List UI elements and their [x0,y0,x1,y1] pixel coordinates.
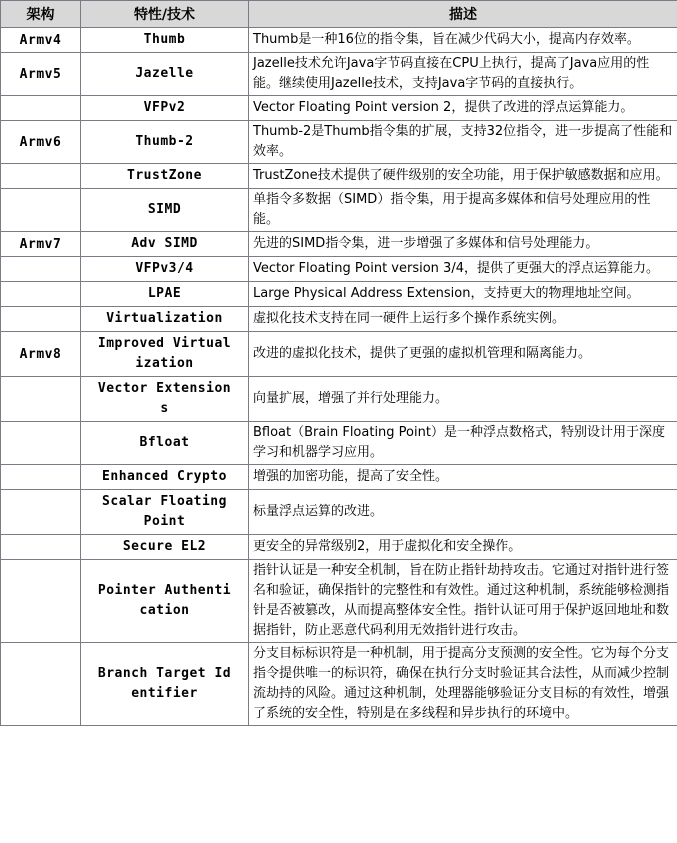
arch-cell [1,96,81,121]
feature-cell: Vector Extensions [81,377,249,422]
arch-cell [1,377,81,422]
arch-cell [1,422,81,465]
arch-cell: Armv6 [1,121,81,164]
feature-cell: SIMD [81,189,249,232]
desc-cell: 改进的虚拟化技术，提供了更强的虚拟机管理和隔离能力。 [249,332,677,377]
desc-cell: 标量浮点运算的改进。 [249,490,677,535]
feature-cell: Scalar Floating Point [81,490,249,535]
feature-cell: Thumb [81,28,249,53]
feature-cell: Virtualization [81,307,249,332]
table-row [1,465,677,490]
table-row [1,164,677,189]
arch-cell [1,164,81,189]
table-row [1,307,677,332]
header-row [1,1,677,28]
table-row [1,535,677,560]
table-row [1,377,677,422]
arch-cell [1,490,81,535]
desc-cell: 指针认证是一种安全机制，旨在防止指针劫持攻击。它通过对指针进行签名和验证，确保指针的完整性和有效性。通过这种机制，系统能够检测指针是否被篡改，从而提高整体安全性。指针认证可用于保护返回地址和数据指针，防止恶意代码利用无效指针进行攻击。 [249,560,677,643]
table-row [1,53,677,96]
feature-cell: Bfloat [81,422,249,465]
feature-cell: Enhanced Crypto [81,465,249,490]
arch-cell: Armv4 [1,28,81,53]
table-row [1,189,677,232]
feature-cell: VFPv3/4 [81,257,249,282]
feature-cell: VFPv2 [81,96,249,121]
desc-cell: 增强的加密功能，提高了安全性。 [249,465,677,490]
desc-cell: Jazelle技术允许Java字节码直接在CPU上执行，提高了Java应用的性能。继续使用Jazelle技术，支持Java字节码的直接执行。 [249,53,677,96]
table-row [1,257,677,282]
arch-cell [1,307,81,332]
table-row [1,422,677,465]
table-row [1,28,677,53]
table-row [1,232,677,257]
feature-cell: Pointer Authentication [81,560,249,643]
desc-cell: 向量扩展，增强了并行处理能力。 [249,377,677,422]
table-row [1,96,677,121]
feature-cell: Secure EL2 [81,535,249,560]
feature-cell: Branch Target Identifier [81,643,249,726]
desc-cell: 单指令多数据（SIMD）指令集，用于提高多媒体和信号处理应用的性能。 [249,189,677,232]
desc-cell: Thumb-2是Thumb指令集的扩展，支持32位指令，进一步提高了性能和效率。 [249,121,677,164]
arch-cell [1,282,81,307]
desc-cell: 更安全的异常级别2，用于虚拟化和安全操作。 [249,535,677,560]
feature-cell: Jazelle [81,53,249,96]
table-row [1,490,677,535]
arch-cell [1,643,81,726]
table-row [1,332,677,377]
table-body [1,28,677,726]
desc-cell: Thumb是一种16位的指令集，旨在减少代码大小，提高内存效率。 [249,28,677,53]
feature-cell: Adv SIMD [81,232,249,257]
table-row [1,121,677,164]
table-row [1,282,677,307]
feature-cell: TrustZone [81,164,249,189]
desc-cell: Bfloat（Brain Floating Point）是一种浮点数格式，特别设计用于深度学习和机器学习应用。 [249,422,677,465]
feature-cell: Thumb-2 [81,121,249,164]
arch-cell [1,257,81,282]
desc-cell: Vector Floating Point version 2，提供了改进的浮点运算能力。 [249,96,677,121]
desc-cell: 分支目标标识符是一种机制，用于提高分支预测的安全性。它为每个分支指令提供唯一的标识符，确保在执行分支时验证其合法性，从而减少控制流劫持的风险。通过这种机制，处理器能够验证分支目标的有效性，增强了系统的安全性，特别是在多线程和异步执行的环境中。 [249,643,677,726]
arch-cell [1,465,81,490]
arch-cell: Armv5 [1,53,81,96]
header-cell-feature: 特性/技术 [81,1,249,28]
table-row [1,643,677,726]
arch-cell [1,560,81,643]
feature-cell: LPAE [81,282,249,307]
header-cell-desc: 描述 [249,1,677,28]
desc-cell: 虚拟化技术支持在同一硬件上运行多个操作系统实例。 [249,307,677,332]
feature-cell: Improved Virtualization [81,332,249,377]
desc-cell: 先进的SIMD指令集，进一步增强了多媒体和信号处理能力。 [249,232,677,257]
arch-cell: Armv8 [1,332,81,377]
desc-cell: Large Physical Address Extension，支持更大的物理地址空间。 [249,282,677,307]
arch-cell: Armv7 [1,232,81,257]
desc-cell: TrustZone技术提供了硬件级别的安全功能，用于保护敏感数据和应用。 [249,164,677,189]
arch-cell [1,535,81,560]
table-row [1,560,677,643]
desc-cell: Vector Floating Point version 3/4，提供了更强大的浮点运算能力。 [249,257,677,282]
arch-cell [1,189,81,232]
header-cell-arch: 架构 [1,1,81,28]
